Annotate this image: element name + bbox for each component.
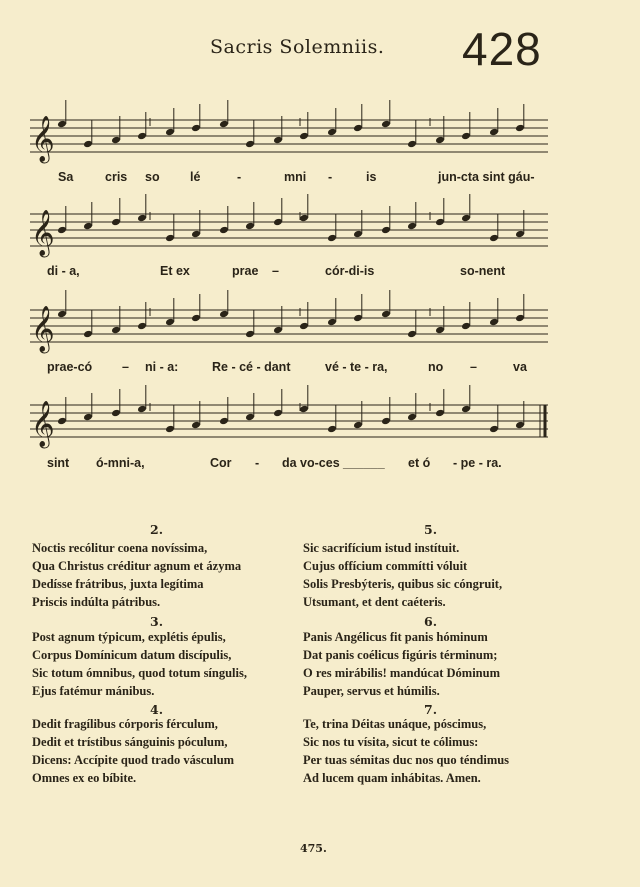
lyric-syllable: cór-di-is [325, 264, 375, 278]
lyric-syllable: so-nent [460, 264, 506, 278]
verse-line: Omnes ex eo bíbite. [32, 771, 137, 785]
verse-number: 4. [150, 702, 164, 717]
treble-clef-icon: 𝄞 [31, 116, 55, 162]
treble-clef-icon: 𝄞 [31, 306, 55, 352]
verse-line: Te, trina Déitas unáque, póscimus, [303, 717, 487, 731]
verse-4 [32, 715, 234, 787]
verse-line: Sic nos tu vísita, sicut te cólimus: [303, 735, 479, 749]
verse-line: Dedísse frátribus, juxta legítima [32, 577, 204, 591]
treble-clef-icon: 𝄞 [31, 401, 55, 447]
verse-line: Sic sacrifícium istud instítuit. [303, 541, 460, 555]
verse-6 [303, 628, 500, 700]
lyric-syllable: ó-mni-a, [96, 456, 145, 470]
lyric-syllable: Et ex [160, 264, 190, 278]
lyric-syllable: - [255, 456, 260, 470]
lyric-syllable: – [122, 360, 129, 374]
verse-5 [303, 539, 502, 611]
lyric-syllable: - [237, 170, 242, 184]
lyric-syllable: - [328, 170, 333, 184]
verse-number: 5. [424, 522, 438, 537]
verse-number: 6. [424, 614, 438, 629]
lyric-syllable: ni - a: [145, 360, 179, 374]
lyric-syllable: Re - cé - dant [212, 360, 291, 374]
verse-line: Post agnum týpicum, explétis épulis, [32, 630, 226, 644]
verse-line: Solis Presbýteris, quibus sic cóngruit, [303, 577, 503, 591]
verse-number: 3. [150, 614, 164, 629]
lyric-syllable: mni [284, 170, 307, 184]
verse-line: Dat panis coélicus figúris términum; [303, 648, 498, 662]
lyric-syllable: - pe - ra. [453, 456, 502, 470]
lyric-syllable: is [366, 170, 377, 184]
lyric-syllable: di - a, [47, 264, 80, 278]
verse-line: Pauper, servus et húmilis. [303, 684, 440, 698]
lyric-syllable: – [272, 264, 279, 278]
lyric-syllable: prae-có [47, 360, 93, 374]
verse-line: O res mirábilis! mandúcat Dóminum [303, 666, 500, 680]
lyric-syllable: lé [190, 170, 201, 184]
hymn-number: 428 [462, 23, 542, 75]
verse-line: Dedit fragílibus córporis férculum, [32, 717, 218, 731]
lyric-syllable: prae [232, 264, 259, 278]
lyric-syllable: vé - te - ra, [325, 360, 388, 374]
verse-line: Per tuas sémitas duc nos quo téndimus [303, 753, 510, 767]
verse-line: Noctis recólitur coena novíssima, [32, 541, 208, 555]
verse-line: Dedit et trístibus sánguinis póculum, [32, 735, 228, 749]
lyric-syllable: da vo-ces [282, 456, 340, 470]
lyric-syllable: ______ [343, 456, 385, 470]
verse-line: Utsumant, et dent caéteris. [303, 595, 446, 609]
lyric-syllable: va [513, 360, 527, 374]
lyric-syllable: et ó [408, 456, 431, 470]
verse-line: Ad lucem quam inhábitas. Amen. [303, 771, 481, 785]
verse-line: Ejus fatémur mánibus. [32, 684, 155, 698]
verse-line: Panis Angélicus fit panis hóminum [303, 630, 488, 644]
lyric-syllable: – [470, 360, 477, 374]
verse-line: Corpus Domínicum datum discípulis, [32, 648, 232, 662]
verse-2 [32, 539, 241, 611]
verse-line: Dicens: Accípite quod trado vásculum [32, 753, 235, 767]
lyric-syllable: Sa [58, 170, 74, 184]
verse-line: Cujus offícium commítti vóluit [303, 559, 468, 573]
lyric-syllable: Cor [210, 456, 232, 470]
lyric-syllable: jun-cta sint gáu- [438, 170, 535, 184]
verse-line: Sic totum ómnibus, quod totum síngulis, [32, 666, 247, 680]
hymn-title: Sacris Solemniis. [210, 36, 385, 58]
verse-line: Qua Christus créditur agnum et ázyma [32, 559, 242, 573]
verse-7 [303, 715, 509, 787]
verse-3 [32, 628, 247, 700]
verse-number: 7. [424, 702, 438, 717]
page-number: 475. [300, 842, 327, 855]
lyric-syllable: no [428, 360, 444, 374]
verse-number: 2. [150, 522, 164, 537]
lyric-syllable: sint [47, 456, 70, 470]
lyric-syllable: so [145, 170, 160, 184]
treble-clef-icon: 𝄞 [31, 210, 55, 256]
lyric-syllable: cris [105, 170, 128, 184]
verse-line: Priscis indúlta pátribus. [32, 595, 161, 609]
